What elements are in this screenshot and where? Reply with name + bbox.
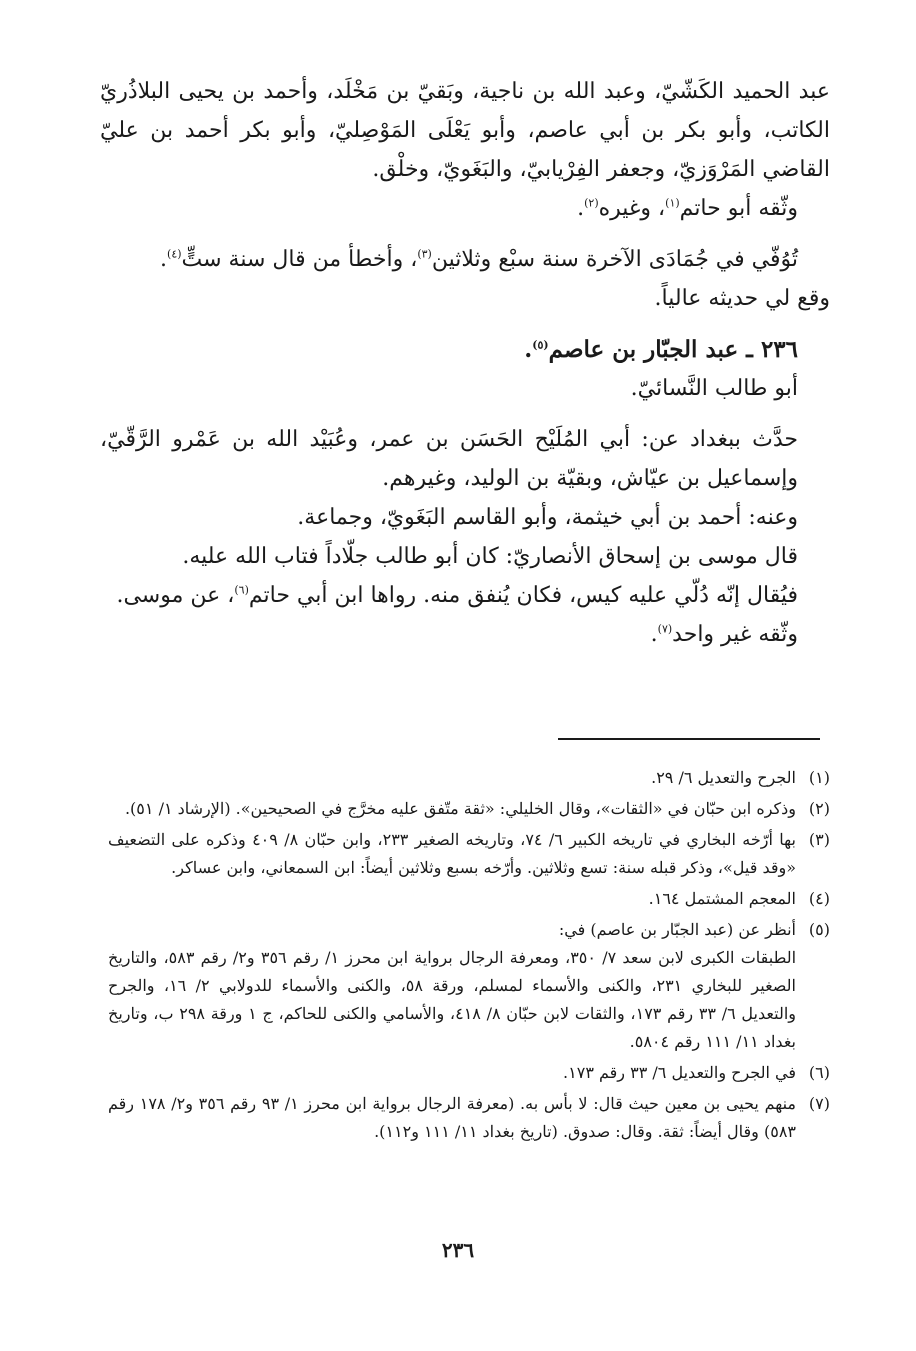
- text: ، عن موسى.: [116, 583, 235, 608]
- footnote-ref: (٢): [584, 196, 599, 210]
- footnote-ref: (٧): [657, 622, 673, 636]
- text: وثّقه أبو حاتم: [679, 196, 798, 221]
- footnote-text: الجرح والتعديل ٦/ ٢٩.: [651, 768, 796, 787]
- footnote-text: [108, 916, 796, 1056]
- paragraph-students: وعنه: أحمد بن أبي خيثمة، وأبو القاسم البَغَويّ، وجماعة.: [297, 505, 798, 530]
- footnote: [108, 1090, 830, 1146]
- paragraph-narrators-list: عبد الحميد الكَشّيّ، وعبد الله بن ناجية، وبَقيّ بن مَخْلَد، وأحمد بن يحيى البلاذُريّ الكاتب، وأبو بكر بن أبي عاصم، وأبو يَعْلَى المَوْصِليّ، وأبو بكر أحمد بن عليّ القاضي المَرْوَزيّ، وجعفر الفِرْيابيّ، والبَغَويّ، وخلْق.: [100, 79, 830, 182]
- footnote-number: (٣): [808, 830, 830, 849]
- footnote-text: منهم يحيى بن معين حيث قال: لا بأس به. (معرفة الرجال برواية ابن محرز ١/ ٩٣ رقم ٣٥٦ و٢/ ١٧٨ رقم ٥٨٣) وقال أيضاً: ثقة. وقال: صدوق. (تاريخ بغداد ١١/ ١١١ و١١٢).: [108, 1094, 797, 1141]
- text: ، وأخطأ من قال سنة ستٍّ: [181, 247, 418, 272]
- text: فيُقال إنّه دُلّي عليه كيس، فكان يُنفق منه. رواها ابن أبي حاتم: [248, 583, 798, 608]
- footnote-ref: (٤): [167, 247, 182, 261]
- paragraph-tawthiq-2: [100, 615, 830, 654]
- footnote: [108, 826, 830, 882]
- paragraph-haddatha: حدَّث ببغداد عن: أبي المُلَيْح الحَسَن بن عمر، وعُبَيْد الله بن عَمْرو الرَّقّيّ، وإسماعيل بن عيّاش، وبقيّة بن الوليد، وغيرهم.: [100, 427, 798, 491]
- paragraph-tawthiq: [100, 189, 830, 228]
- footnote-number: (٢): [808, 799, 830, 818]
- footnote-ref: (٣): [417, 247, 432, 261]
- footnote-text: المعجم المشتمل ١٦٤.: [648, 889, 796, 908]
- footnote-text: بها أرّخه البخاري في تاريخه الكبير ٦/ ٧٤، وتاريخه الصغير ٢٣٣، وابن حبّان ٨/ ٤٠٩ وذكره على التضعيف «وقد قيل»، وذكر قبله سنة: تسع وثلاثين. وأرّخه بسبع وثلاثين أيضاً: ابن السمعاني، وابن عساكر.: [108, 830, 796, 877]
- footnote-text-line: أنظر عن (عبد الجبّار بن عاصم) في:: [558, 920, 796, 939]
- paragraph-hadith-note: وقع لي حديثه عالياً.: [654, 286, 830, 311]
- footnote: [108, 1059, 830, 1087]
- text: .: [524, 336, 533, 363]
- text: ، وغيره: [598, 196, 666, 221]
- paragraph-musa-quote: قال موسى بن إسحاق الأنصاريّ: كان أبو طالب جلّاداً فتاب الله عليه.: [182, 544, 798, 569]
- footnote-number: (٥): [808, 920, 830, 939]
- main-text: [100, 72, 830, 654]
- footnote: [108, 764, 830, 792]
- footnote-number: (٦): [808, 1063, 830, 1082]
- footnotes: [108, 764, 830, 1149]
- footnote-ref: (٥): [532, 338, 549, 352]
- paragraph-kis: [100, 576, 830, 615]
- footnote-ref: (٦): [234, 583, 249, 597]
- page-number: ٢٣٦: [441, 1238, 475, 1262]
- footnote-text: وذكره ابن حبّان في «الثقات»، وقال الخليلي: «ثقة متّفق عليه مخرَّج في الصحيحين». (الإرشاد ١/ ٥١).: [124, 799, 796, 818]
- text: تُوُفّي في جُمَادَى الآخرة سنة سبْع وثلاثين: [431, 247, 798, 272]
- text: .: [577, 196, 585, 221]
- footnote-number: (٤): [808, 889, 830, 908]
- footnote: [108, 885, 830, 913]
- footnote: [108, 916, 830, 1056]
- footnote-text-line: الطبقات الكبرى لابن سعد ٧/ ٣٥٠، ومعرفة الرجال برواية ابن محرز ١/ رقم ٣٥٦ و٢/ رقم ٥٨٣، والتاريخ الصغير للبخاري ٢٣١، والكنى والأسماء لمسلم، ورقة ٥٨، والكنى والأسماء للدولابي ٢/ ١٦، والجرح والتعديل ٦/ ٣٣ رقم ١٧٣، والثقات لابن حبّان ٨/ ٤١٨، والأسامي والكنى للحاكم، ج ١ ورقة ٢٩٨ ب، وتاريخ بغداد ١١/ ١١١ رقم ٥٨٠٤.: [108, 948, 797, 1051]
- footnote-number: (١): [808, 768, 830, 787]
- footnote-divider: [558, 738, 820, 740]
- text: وثّقه غير واحد: [672, 622, 798, 647]
- footnote-ref: (١): [665, 196, 680, 210]
- footnote-text: في الجرح والتعديل ٦/ ٣٣ رقم ١٧٣.: [563, 1063, 796, 1082]
- paragraph-death: [100, 240, 830, 279]
- paragraph-kunya: أبو طالب النَّسائيّ.: [630, 376, 798, 401]
- entry-name: ـ عبد الجبّار بن عاصم: [548, 336, 761, 363]
- entry-heading: [100, 330, 830, 369]
- footnote: [108, 795, 830, 823]
- entry-number: ٢٣٦: [760, 336, 798, 363]
- footnote-number: (٧): [808, 1094, 830, 1113]
- text: .: [650, 622, 658, 647]
- text: .: [160, 247, 168, 272]
